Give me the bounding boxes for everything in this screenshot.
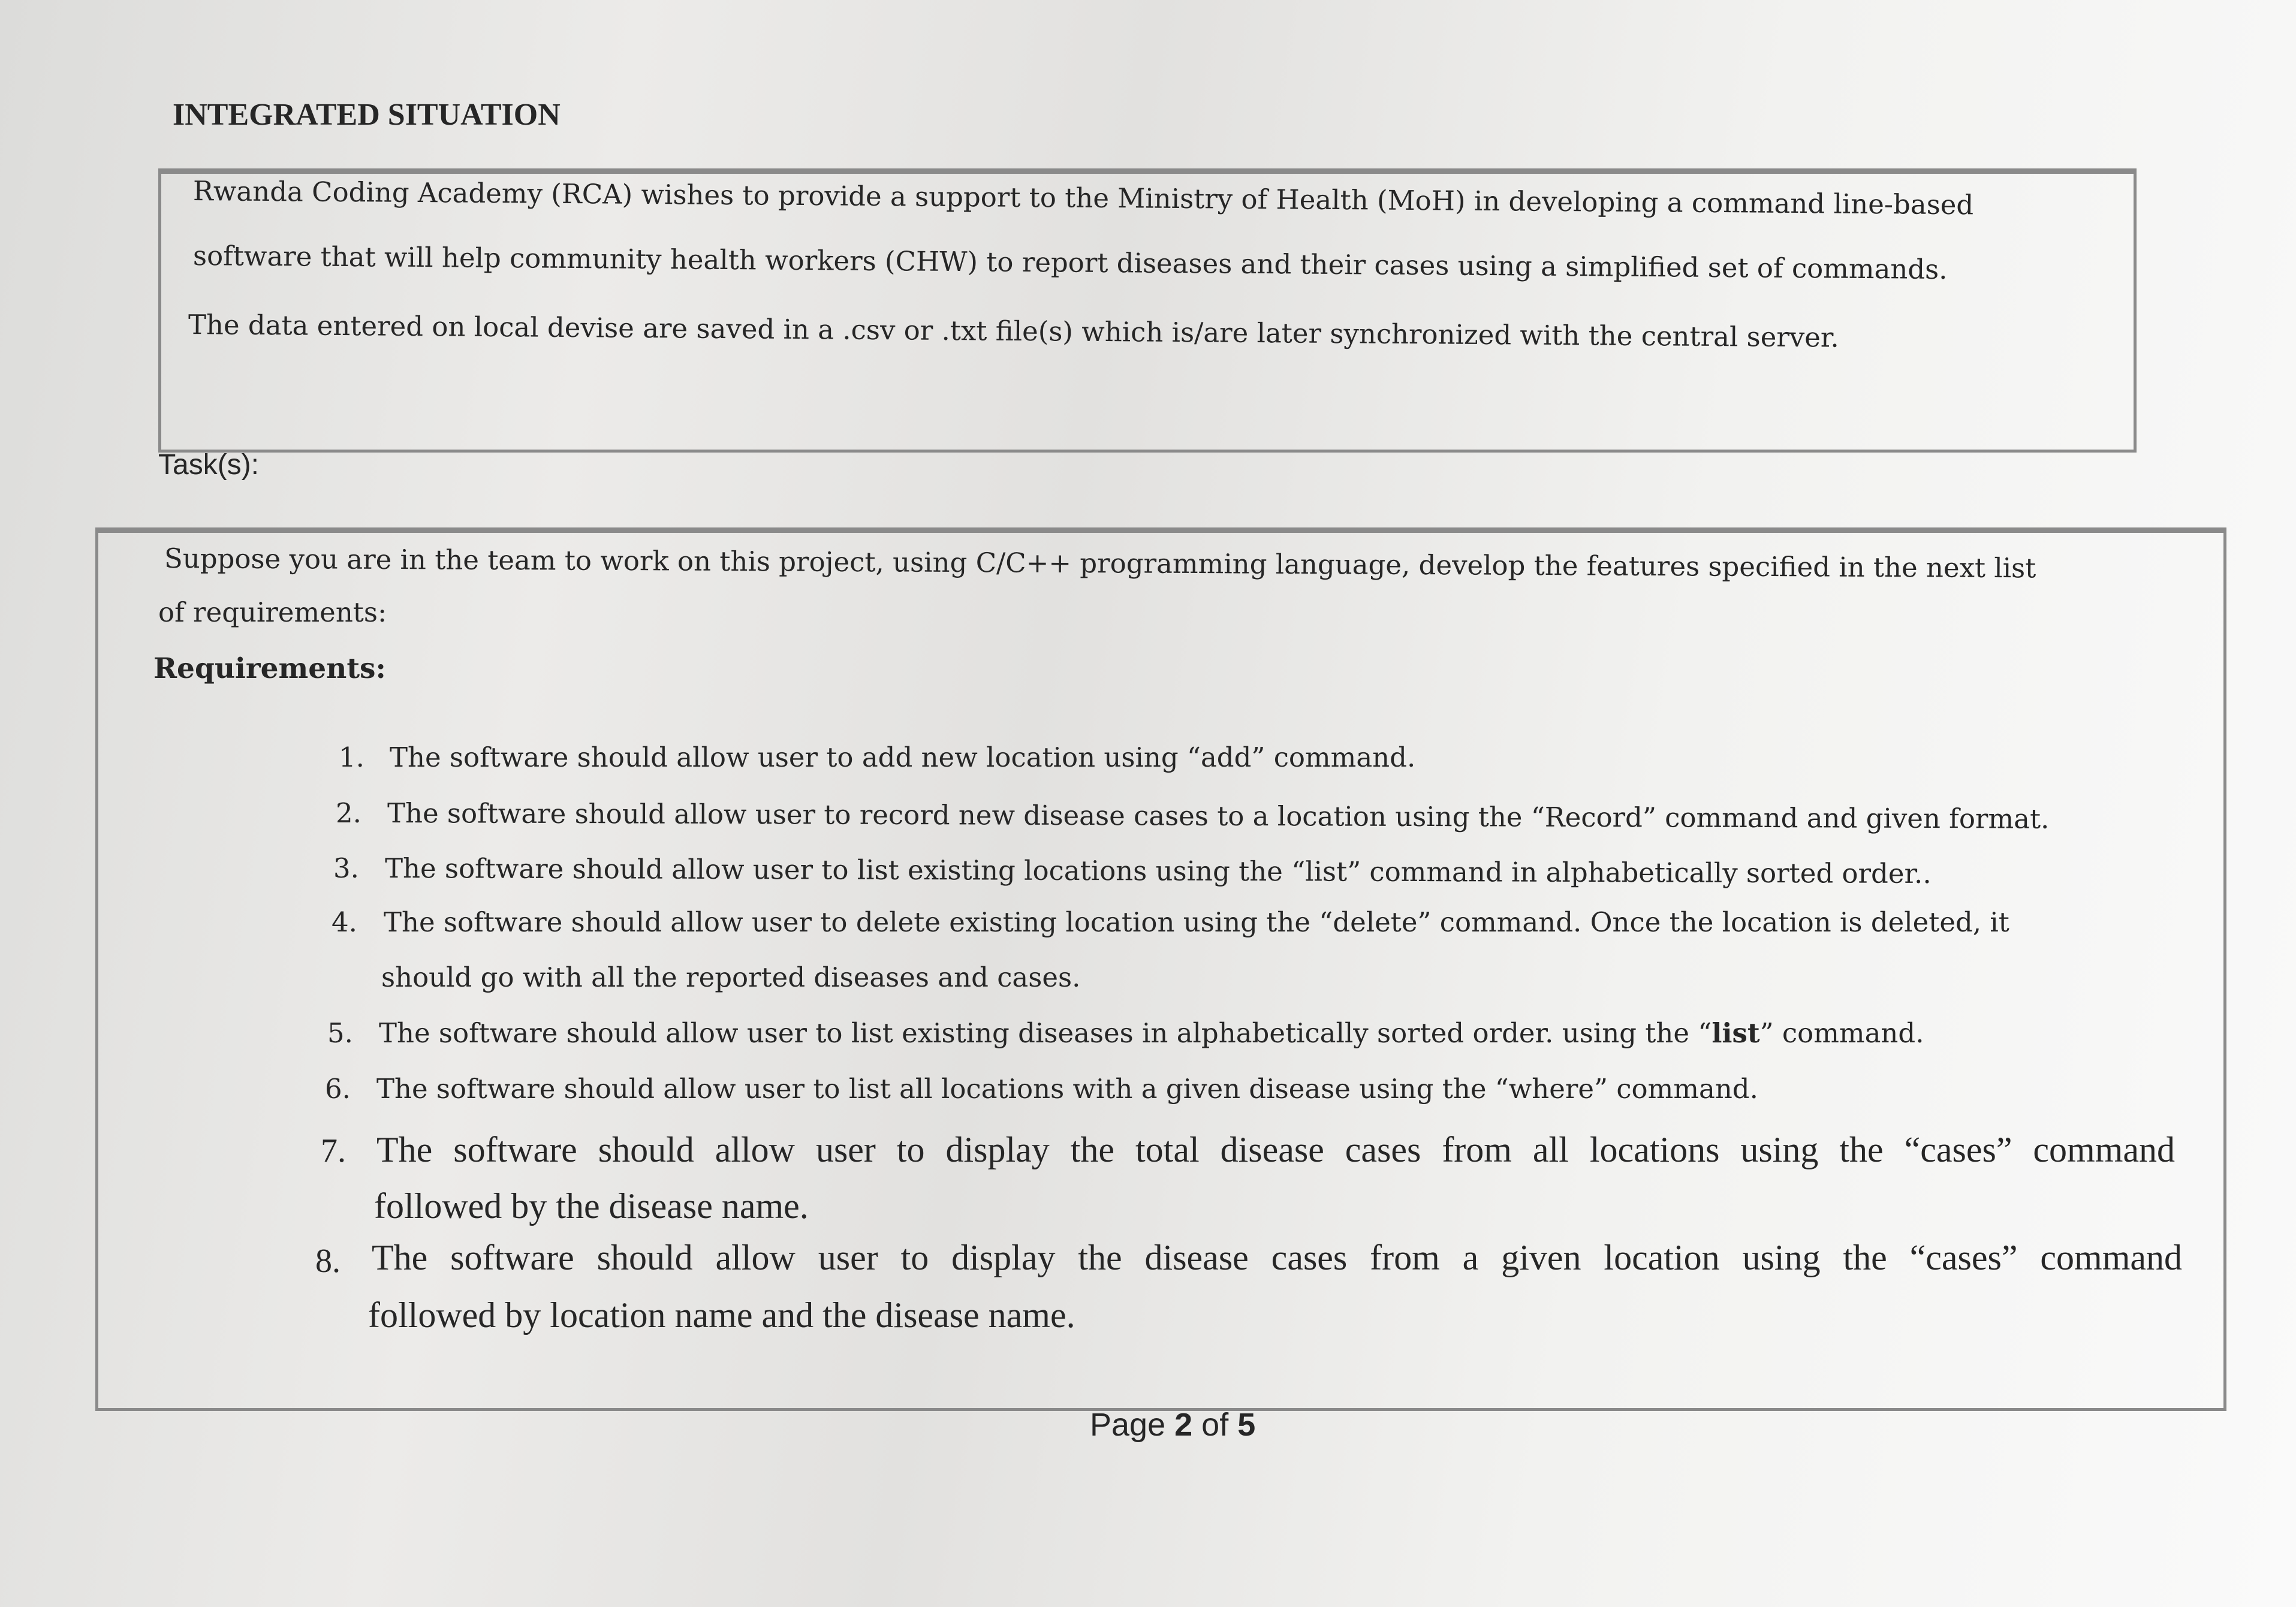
task-intro-line: Suppose you are in the team to work on this project, using C/C++ programming language, develop the features specified in the next list	[164, 542, 2036, 584]
list-item: should go with all the reported diseases and cases.	[381, 961, 1081, 993]
list-item: The software should allow user to record new disease cases to a location using the “Record” command and given format.	[387, 797, 2050, 835]
situation-line: Rwanda Coding Academy (RCA) wishes to provide a support to the Ministry of Health (MoH) in developing a command line-based	[192, 175, 1974, 221]
list-item-number: 8.	[315, 1243, 341, 1280]
tasks-label: Task(s):	[158, 449, 259, 481]
list-item-number: 3.	[333, 852, 359, 884]
list-item-number: 5.	[327, 1017, 353, 1049]
list-item-number: 2.	[336, 797, 361, 829]
list-item: The software should allow user to display the disease cases from a given location using the “cases” command	[372, 1238, 2182, 1277]
task-intro-line: of requirements:	[158, 596, 387, 628]
list-item-number: 4.	[332, 906, 357, 938]
list-item-number: 1.	[339, 741, 364, 773]
list-item: The software should allow user to list existing locations using the “list” command in alphabetically sorted order..	[384, 852, 1932, 890]
list-item-number: 7.	[321, 1132, 346, 1169]
section-heading: INTEGRATED SITUATION	[173, 98, 561, 132]
list-item: The software should allow user to delete existing location using the “delete” command. Once the location is deleted, it	[384, 906, 2009, 938]
list-item-number: 6.	[325, 1073, 351, 1105]
list-item: The software should allow user to add new location using “add” command.	[390, 741, 1416, 773]
list-item: followed by the disease name.	[374, 1186, 809, 1226]
list-item: The software should allow user to list existing diseases in alphabetically sorted order. using the “list” command.	[379, 1017, 1924, 1049]
list-item: The software should allow user to display the total disease cases from all locations using the “cases” command	[376, 1130, 2175, 1169]
list-item: followed by location name and the disease name.	[368, 1295, 1075, 1335]
requirements-label: Requirements:	[153, 652, 386, 685]
page-number: Page 2 of 5	[1090, 1407, 1256, 1443]
situation-line: The data entered on local devise are saved in a .csv or .txt file(s) which is/are later synchronized with the central server.	[188, 309, 1840, 354]
situation-line: software that will help community health workers (CHW) to report diseases and their cases using a simplified set of commands.	[192, 240, 1948, 285]
list-item: The software should allow user to list all locations with a given disease using the “where” command.	[376, 1073, 1758, 1105]
